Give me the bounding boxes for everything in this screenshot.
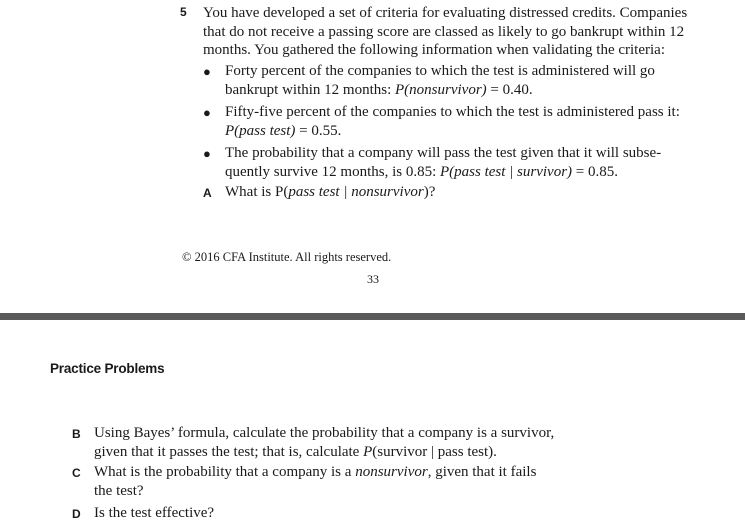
bullet-line: The probability that a company will pass the test given that it will subse- xyxy=(225,145,662,161)
bullet-dot: ● xyxy=(203,105,211,120)
bullet-line: Fifty-five percent of the companies to which the test is administered pass it: xyxy=(225,104,680,120)
bullet-item xyxy=(225,62,715,99)
page-number: 33 xyxy=(367,272,379,286)
question-intro xyxy=(203,4,723,60)
part-c-text xyxy=(94,463,594,500)
part-letter-d: D xyxy=(72,507,81,521)
part-c-line: What is the probability that a company is a nonsurvivor, given that it fails xyxy=(94,464,537,480)
part-c-line: the test? xyxy=(94,482,144,499)
part-letter-a: A xyxy=(203,186,212,200)
part-a-text: What is P(pass test | nonsurvivor)? xyxy=(225,184,436,200)
part-letter-b: B xyxy=(72,427,81,441)
running-head: Practice Problems xyxy=(50,361,165,376)
bullet-line: P(pass test) = 0.55. xyxy=(225,122,342,139)
intro-line: months. You gathered the following information when validating the criteria: xyxy=(203,42,665,58)
bullet-item xyxy=(225,144,715,181)
part-letter-c: C xyxy=(72,466,81,480)
intro-line: You have developed a set of criteria for evaluating distressed credits. Companies xyxy=(203,5,688,21)
bullet-line: bankrupt within 12 months: P(nonsurvivor) = 0.40. xyxy=(225,81,533,98)
copyright-notice: © 2016 CFA Institute. All rights reserved. xyxy=(182,250,392,264)
bullet-item xyxy=(225,103,715,140)
intro-line: that do not receive a passing score are classed as likely to go bankrupt within 12 xyxy=(203,23,685,40)
part-b-line: given that it passes the test; that is, calculate P(survivor | pass test). xyxy=(94,443,497,460)
question-number: 5 xyxy=(180,5,187,19)
part-d-text: Is the test effective? xyxy=(94,505,215,521)
bullet-dot: ● xyxy=(203,64,211,79)
bullet-line: quently survive 12 months, is 0.85: P(pass test | survivor) = 0.85. xyxy=(225,163,619,180)
page-separator xyxy=(0,313,745,320)
bullet-dot: ● xyxy=(203,146,211,161)
bullet-line: Forty percent of the companies to which the test is administered will go xyxy=(225,63,655,79)
part-b-text xyxy=(94,424,594,461)
part-b-line: Using Bayes’ formula, calculate the probability that a company is a survivor, xyxy=(94,425,555,441)
